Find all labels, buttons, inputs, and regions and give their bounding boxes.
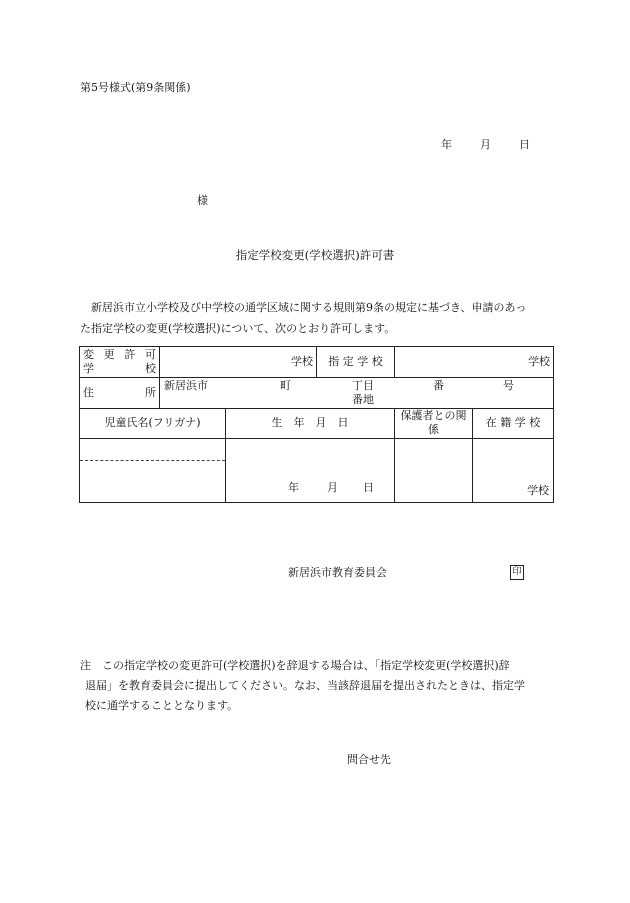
body-line-2: た指定学校の変更(学校選択)について、次のとおり許可します。: [80, 322, 396, 335]
row-address: [80, 378, 554, 409]
note-line-3: 校に通学することとなります。: [85, 699, 239, 712]
designated-school-field[interactable]: 学校: [395, 347, 554, 378]
birthdate-field[interactable]: [226, 438, 395, 502]
address-town: 町: [280, 379, 291, 392]
furigana-line[interactable]: [80, 439, 225, 461]
date-line: [441, 138, 530, 152]
child-name-line[interactable]: [80, 461, 225, 502]
row-headers: [80, 409, 554, 439]
birth-day-suffix: 日: [363, 480, 374, 494]
guardian-relation-field[interactable]: [395, 438, 473, 502]
row-permitted-school: [80, 347, 554, 378]
date-day: 日: [519, 138, 530, 151]
enrolled-school-field[interactable]: [473, 438, 554, 502]
form-number: 第5号様式(第9条関係): [80, 81, 191, 94]
permit-form-table: [79, 346, 554, 503]
permitted-school-field[interactable]: 学校: [160, 347, 317, 378]
address-go: 号: [503, 379, 514, 392]
address-ban: 番: [433, 379, 444, 392]
birth-month-suffix: 月: [327, 480, 338, 494]
address-chome: 丁目: [352, 379, 374, 392]
header-child-name: 児童氏名(フリガナ): [80, 409, 226, 439]
address-city: 新居浜市: [164, 379, 208, 392]
header-birthdate: 生 年 月 日: [226, 409, 395, 439]
address-field[interactable]: [160, 378, 554, 409]
child-name-field[interactable]: [80, 438, 226, 502]
issuer: 新居浜市教育委員会: [288, 566, 387, 579]
label-address: 住 所: [80, 378, 160, 409]
note-line-1: 注 この指定学校の変更許可(学校選択)を辞退する場合は、「指定学校変更(学校選択)辞: [80, 659, 510, 672]
birth-year-suffix: 年: [288, 480, 299, 494]
row-child-details: [80, 438, 554, 502]
enrolled-school-suffix: 学校: [527, 483, 550, 497]
address-banchi: 番地: [352, 393, 374, 406]
note: [80, 656, 558, 716]
note-line-2: 退届」を教育委員会に提出してください。なお、当該辞退届を提出されたときは、指定学: [85, 679, 525, 692]
document-title: 指定学校変更(学校選択)許可書: [235, 248, 395, 262]
date-year: 年: [441, 138, 452, 151]
header-guardian-relation: 保護者との関係: [395, 409, 473, 439]
recipient-suffix: 様: [197, 194, 208, 207]
body-text: [80, 297, 554, 339]
date-month: 月: [480, 138, 491, 151]
header-enrolled-school: 在 籍 学 校: [473, 409, 554, 439]
body-line-1: 新居浜市立小学校及び中学校の通学区域に関する規則第9条の規定に基づき、申請のあっ: [91, 301, 527, 314]
seal-stamp: 印: [510, 565, 524, 580]
label-permitted-school: 変 更 許 可 学 校: [80, 347, 160, 378]
contact-label: 問合せ先: [347, 753, 391, 766]
label-designated-school: 指 定 学 校: [317, 347, 395, 378]
